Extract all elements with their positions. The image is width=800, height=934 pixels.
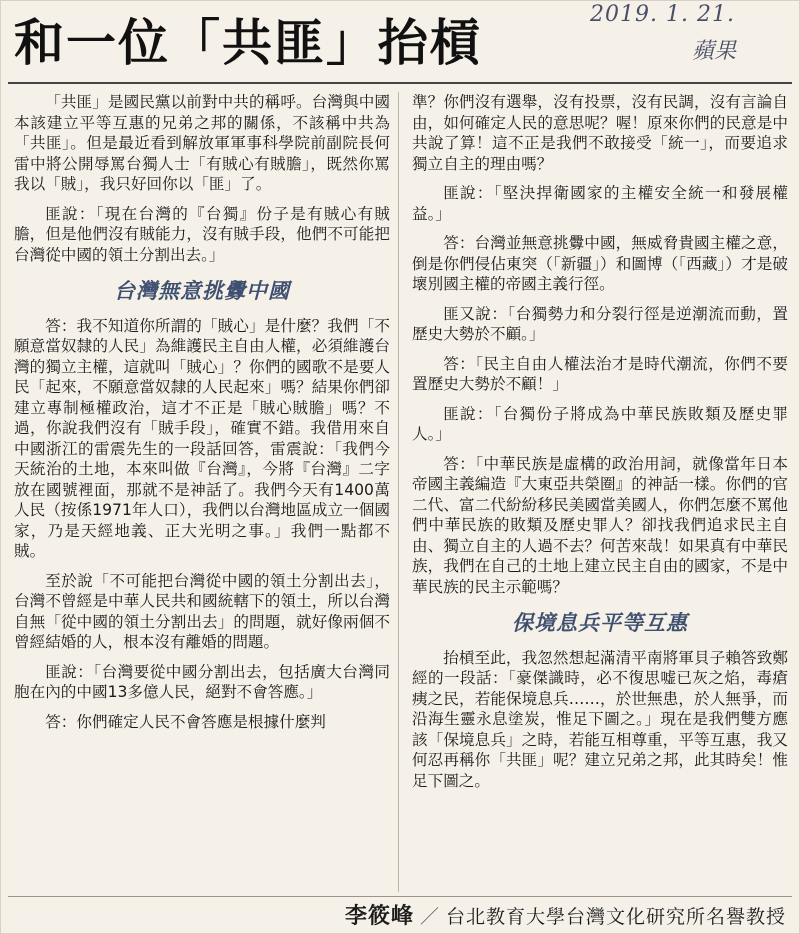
subheading: 台灣無意挑釁中國: [114, 278, 290, 303]
right-column: [412, 92, 788, 800]
paragraph: 答：「民主自由人權法治才是時代潮流，你們不要置歷史大勢於不顧！」: [412, 354, 788, 393]
paragraph-continued: 準？你們沒有選舉，沒有投票，沒有民調，沒有言論自由，如何確定人民的意思呢？喔！原來你們的民意是中共說了算！這不正是我們不敢接受「統一」，而要追求獨立自主的理由嗎？: [412, 93, 788, 173]
paragraph: 答：「中華民族是虛構的政治用詞，就像當年日本帝國主義編造『大東亞共榮圈』的神話一樣。你們的官二代、富二代紛紛移民美國當美國人，你們怎麼不罵他們中華民族的敗類及歷史罪人？卻找我們追求民主自由、獨立自主的人過不去？何苦來哉！如果真有中華民族，我們在自己的土地上建立民主自由的國家，不是中華民族的民主示範嗎？: [412, 454, 788, 596]
paragraph: 匪說：「堅決捍衛國家的主權安全統一和發展權益。」: [412, 184, 788, 223]
paragraph: 「共匪」是國民黨以前對中共的稱呼。台灣與中國本該建立平等互惠的兄弟之邦的關係，不該稱中共為「共匪」。但是最近看到解放軍軍事科學院前副院長何雷中將公開辱罵台獨人士「有賊心有賊膽」，既然你罵我以「賊」，我只好回你以「匪」了。: [14, 93, 390, 193]
author-name: 李筱峰: [344, 904, 414, 929]
headline-rule: [8, 82, 792, 84]
author-title: 台北教育大學台灣文化研究所名譽教授: [445, 906, 786, 928]
paragraph: 匪說：「台獨份子將成為中華民族敗類及歷史罪人。」: [412, 404, 788, 443]
paragraph: 答：你們確定人民不會答應是根據什麼判: [45, 712, 326, 731]
handwritten-source: 蘋果: [692, 39, 737, 64]
subheading: 保境息兵平等互惠: [512, 610, 688, 635]
paragraph: 匪說：「台灣要從中國分割出去，包括廣大台灣同胞在內的中國13多億人民，絕對不會答應。」: [14, 662, 390, 701]
paragraph: 抬槓至此，我忽然想起滿清平南將軍貝子賴答致鄭經的一段話：「豪傑識時，必不復思嘘已灰之焰，毒瘡痍之民，若能保境息兵……，於世無患，於人無爭，而沿海生靈永息塗炭，惟足下圖之。」現在是我們雙方應該「保境息兵」之時，若能互相尊重，平等互惠，我又何忍再稱你「共匪」呢？建立兄弟之邦，此其時矣！惟足下圖之。: [412, 648, 788, 790]
byline: [345, 899, 786, 930]
column-divider: [398, 92, 399, 892]
paragraph: 匪說：「現在台灣的『台獨』份子是有賊心有賊膽，但是他們沒有賊能力，沒有賊手段，他們不可能把台灣從中國的領土分割出去。」: [14, 204, 390, 264]
byline-rule: [8, 896, 792, 897]
handwritten-date: 2019. 1. 21.: [590, 2, 735, 27]
headline: 和一位「共匪」抬槓: [14, 14, 482, 72]
paragraph: 至於說「不可能把台灣從中國的領土分割出去」，台灣不曾經是中華人民共和國統轄下的領土，所以台灣自無「從中國的領土分割出去」的問題，就好像兩個不曾經結婚的人，根本沒有離婚的問題。: [14, 571, 390, 651]
paragraph: 匪又說：「台獨勢力和分裂行徑是逆潮流而動，置歷史大勢於不顧。」: [412, 304, 788, 343]
byline-separator: ／: [419, 906, 440, 928]
paragraph: 答：台灣並無意挑釁中國，無威脅貴國主權之意，倒是你們侵佔東突（「新疆」）和圖博（「西藏」）才是破壞別國主權的帝國主義行徑。: [412, 234, 788, 293]
paragraph: 答：我不知道你所謂的「賊心」是什麼？我們「不願意當奴隸的人民」為維護民主自由人權，必須維護台灣的獨立主權，這就叫「賊心」？你們的國歌不是要人民「起來，不願意當奴隸的人民起來」嗎？結果你們卻建立專制極權政治，這才不正是「賊心賊膽」嗎？不過，你說我們沒有「賊手段」，確實不錯。我借用來自中國浙江的雷震先生的一段話回答，雷震說：「我們今天統治的土地，本來叫做『台灣』，今將『台灣』二字放在國號裡面，那就不是神話了。我們今天有1400萬人民（按係1971年人口），我們以台灣地區成立一個國家，乃是天經地義、正大光明之事。」我們一點都不賊。: [14, 316, 390, 560]
left-column: [14, 92, 390, 741]
